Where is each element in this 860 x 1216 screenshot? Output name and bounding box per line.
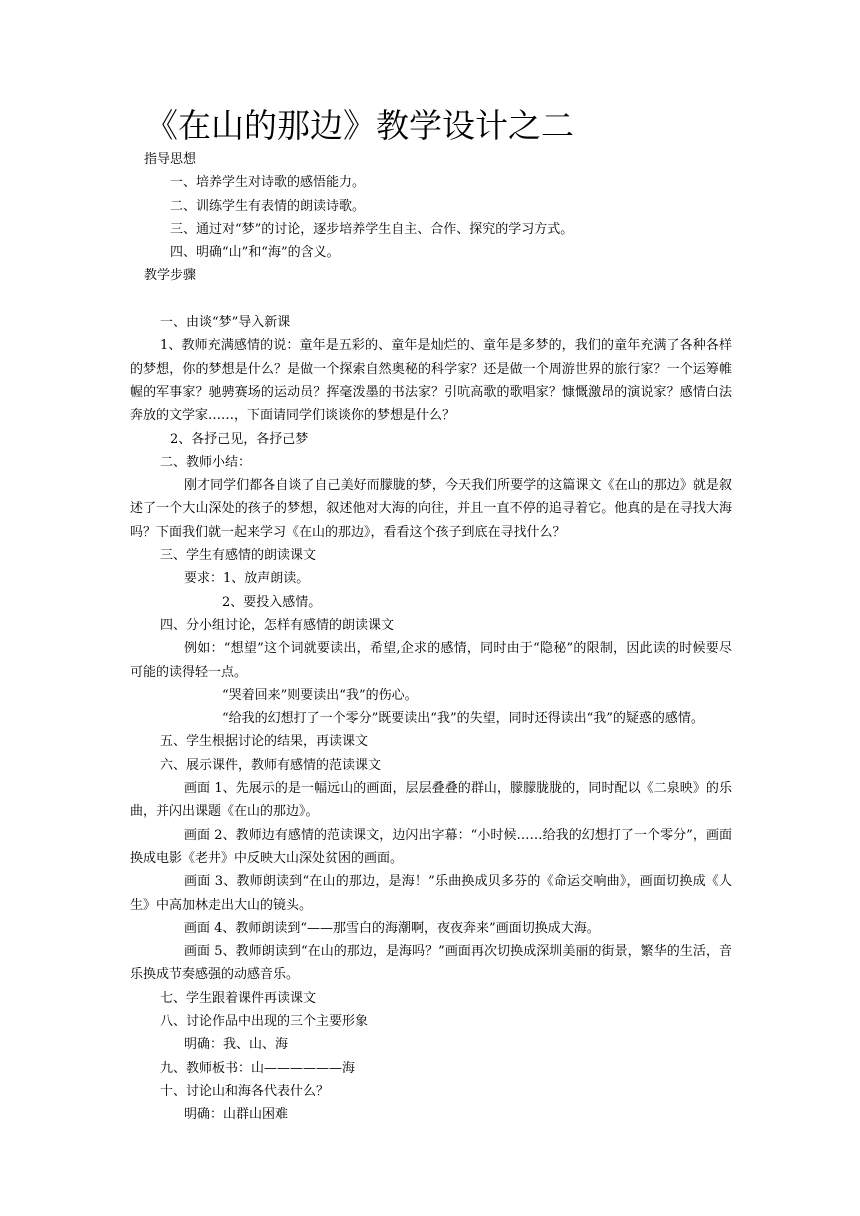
guide-heading: 指导思想 bbox=[144, 152, 197, 167]
step-9-heading: 九、教师板书：山——————海 bbox=[160, 1060, 356, 1076]
step-3-requirement-1: 要求：1、放声朗读。 bbox=[184, 571, 310, 587]
guide-item-2: 二、训练学生有表情的朗读诗歌。 bbox=[170, 198, 366, 214]
step-8-heading: 八、讨论作品中出现的三个主要形象 bbox=[160, 1013, 369, 1029]
step-8-answer: 明确：我、山、海 bbox=[184, 1037, 289, 1053]
step-4-example: 例如：“想望”这个词就要读出，希望,企求的感情，同时由于“隐秘”的限制，因此读的时候要尽可能的读得轻一点。 bbox=[130, 641, 732, 680]
step-10-answer: 明确：山群山困难 bbox=[184, 1107, 289, 1123]
step-6-scene-1: 画面 1、先展示的是一幅远山的画面，层层叠叠的群山，朦朦胧胧的，同时配以《二泉映》的乐曲，并闪出课题《在山的那边》。 bbox=[130, 781, 732, 820]
step-1-heading: 一、由谈“梦”导入新课 bbox=[160, 315, 291, 331]
step-6-heading: 六、展示课件，教师有感情的范读课文 bbox=[160, 757, 382, 773]
document-title: 《在山的那边》教学设计之二 bbox=[145, 106, 574, 145]
step-4-heading: 四、分小组讨论，怎样有感情的朗读课文 bbox=[160, 617, 395, 633]
step-1-paragraph-1: 1、教师充满感情的说：童年是五彩的、童年是灿烂的、童年是多梦的，我们的童年充满了各种各样的梦想，你的梦想是什么？是做一个探索自然奥秘的科学家？还是做一个周游世界的旅行家？一个运筹帷幄的军事家？驰骋赛场的运动员？挥毫泼墨的书法家？引吭高歌的歌唱家？慷慨激昂的演说家？感情白法奔放的文学家……，下面请同学们谈谈你的梦想是什么？ bbox=[130, 338, 732, 424]
step-7-heading: 七、学生跟着课件再读课文 bbox=[160, 990, 317, 1006]
guide-item-3: 三、通过对“梦”的讨论，逐步培养学生自主、合作、探究的学习方式。 bbox=[170, 221, 574, 237]
step-1-paragraph-2: 2、各抒己见，各抒己梦 bbox=[170, 431, 309, 447]
guide-item-1: 一、培养学生对诗歌的感悟能力。 bbox=[170, 175, 366, 191]
steps-heading: 教学步骤 bbox=[144, 268, 197, 284]
step-10-heading: 十、讨论山和海各代表什么？ bbox=[160, 1083, 330, 1099]
step-2-paragraph: 刚才同学们都各自谈了自己美好而朦胧的梦，今天我们所要学的这篇课文《在山的那边》就是叙述了一个大山深处的孩子的梦想，叙述他对大海的向往，并且一直不停的追寻着它。他真的是在寻找大海吗？下面我们就一起来学习《在山的那边》，看看这个孩子到底在寻找什么？ bbox=[130, 478, 732, 540]
step-4-example-3: “给我的幻想打了一个零分”既要读出“我”的失望，同时还得读出“我”的疑惑的感情。 bbox=[222, 711, 704, 727]
step-2-heading: 二、教师小结： bbox=[160, 454, 252, 470]
step-6-scene-3: 画面 3、教师朗读到“在山的那边，是海！”乐曲换成贝多芬的《命运交响曲》，画面切换成《人生》中高加林走出大山的镜头。 bbox=[130, 874, 732, 913]
step-3-heading: 三、学生有感情的朗读课文 bbox=[160, 548, 317, 564]
step-4-example-2: “哭着回来”则要读出“我”的伤心。 bbox=[222, 687, 418, 703]
document-body bbox=[130, 148, 732, 1126]
step-6-scene-2: 画面 2、教师边有感情的范读课文，边闪出字幕：“小时候……给我的幻想打了一个零分”，画面换成电影《老井》中反映大山深处贫困的画面。 bbox=[130, 827, 732, 866]
step-5-heading: 五、学生根据讨论的结果，再读课文 bbox=[160, 734, 369, 750]
step-6-scene-5: 画面 5、教师朗读到“在山的那边，是海吗？”画面再次切换成深圳美丽的街景，繁华的生活，音乐换成节奏感强的动感音乐。 bbox=[130, 944, 732, 983]
step-6-scene-4: 画面 4、教师朗读到“——那雪白的海潮啊，夜夜奔来”画面切换成大海。 bbox=[184, 920, 600, 936]
blank-line bbox=[130, 288, 732, 311]
step-3-requirement-2: 2、要投入感情。 bbox=[222, 594, 322, 610]
guide-item-4: 四、明确“山”和“海”的含义。 bbox=[170, 245, 340, 261]
